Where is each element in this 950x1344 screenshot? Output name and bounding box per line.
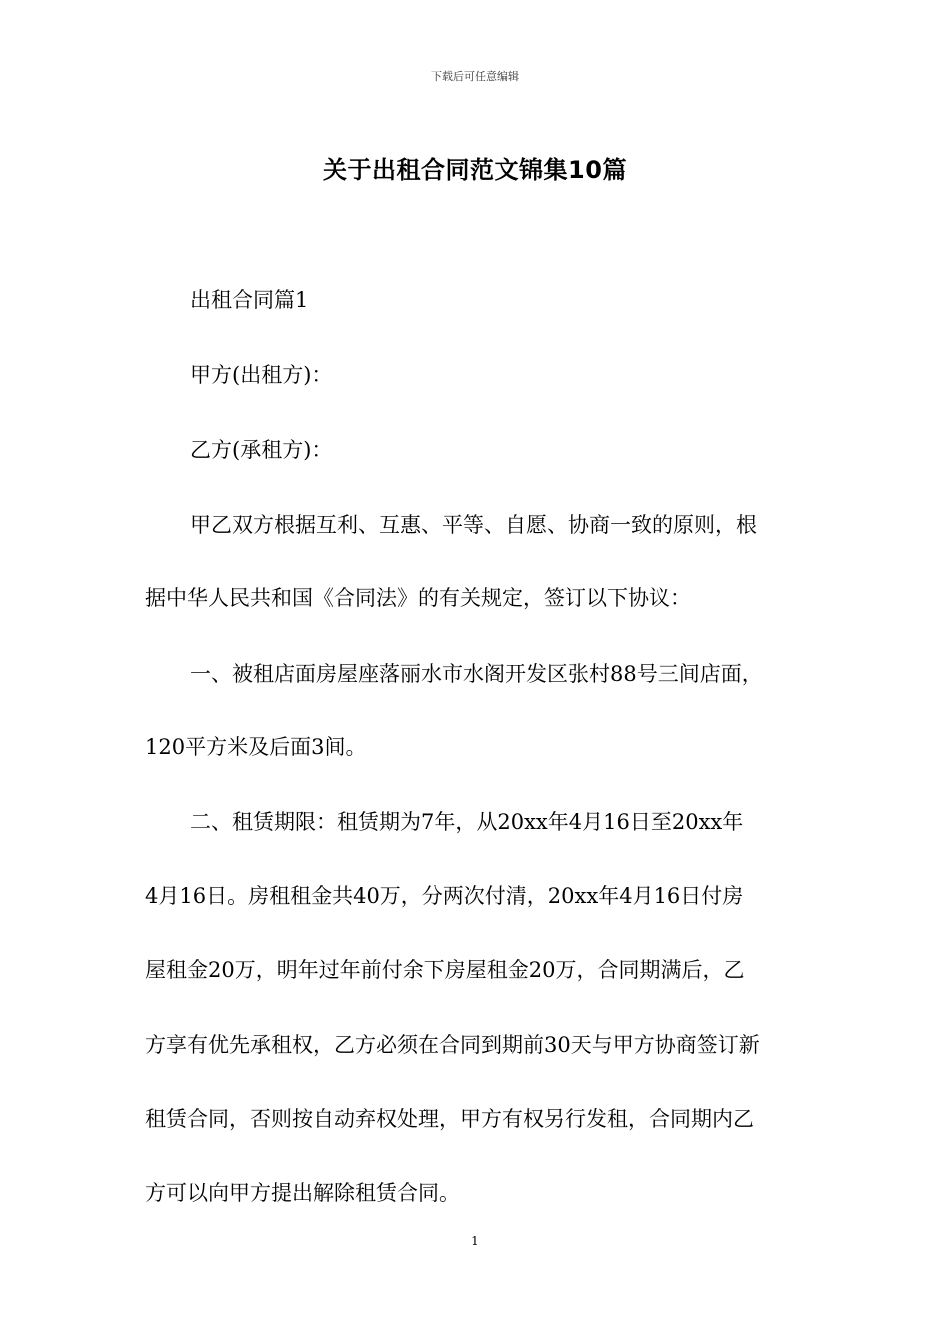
document-title: 关于出租合同范文锦集10篇 bbox=[323, 156, 627, 184]
page-number: 1 bbox=[471, 1234, 479, 1248]
paragraph-line: 租赁合同，否则按自动弃权处理，甲方有权另行发租，合同期内乙 bbox=[145, 1107, 754, 1131]
party-b-line: 乙方(承租方)： bbox=[190, 438, 333, 462]
paragraph-line: 方可以向甲方提出解除租赁合同。 bbox=[145, 1181, 460, 1205]
section-heading: 出租合同篇1 bbox=[190, 288, 309, 312]
paragraph-line: 120平方米及后面3间。 bbox=[145, 735, 367, 759]
paragraph-line: 屋租金20万，明年过年前付余下房屋租金20万，合同期满后，乙 bbox=[145, 958, 745, 982]
paragraph-line: 二、租赁期限：租赁期为7年，从20xx年4月16日至20xx年 bbox=[190, 810, 744, 834]
paragraph-line: 一、被租店面房屋座落丽水市水阁开发区张村88号三间店面， bbox=[190, 662, 763, 686]
paragraph-line: 4月16日。房租租金共40万，分两次付清，20xx年4月16日付房 bbox=[145, 884, 744, 908]
paragraph-line: 方享有优先承租权，乙方必须在合同到期前30天与甲方协商签订新 bbox=[145, 1033, 760, 1057]
paragraph-line: 据中华人民共和国《合同法》的有关规定，签订以下协议： bbox=[145, 586, 691, 610]
party-a-line: 甲方(出租方)： bbox=[190, 363, 333, 387]
paragraph-line: 甲乙双方根据互利、互惠、平等、自愿、协商一致的原则，根 bbox=[190, 513, 757, 537]
header-note: 下载后可任意编辑 bbox=[431, 70, 519, 83]
